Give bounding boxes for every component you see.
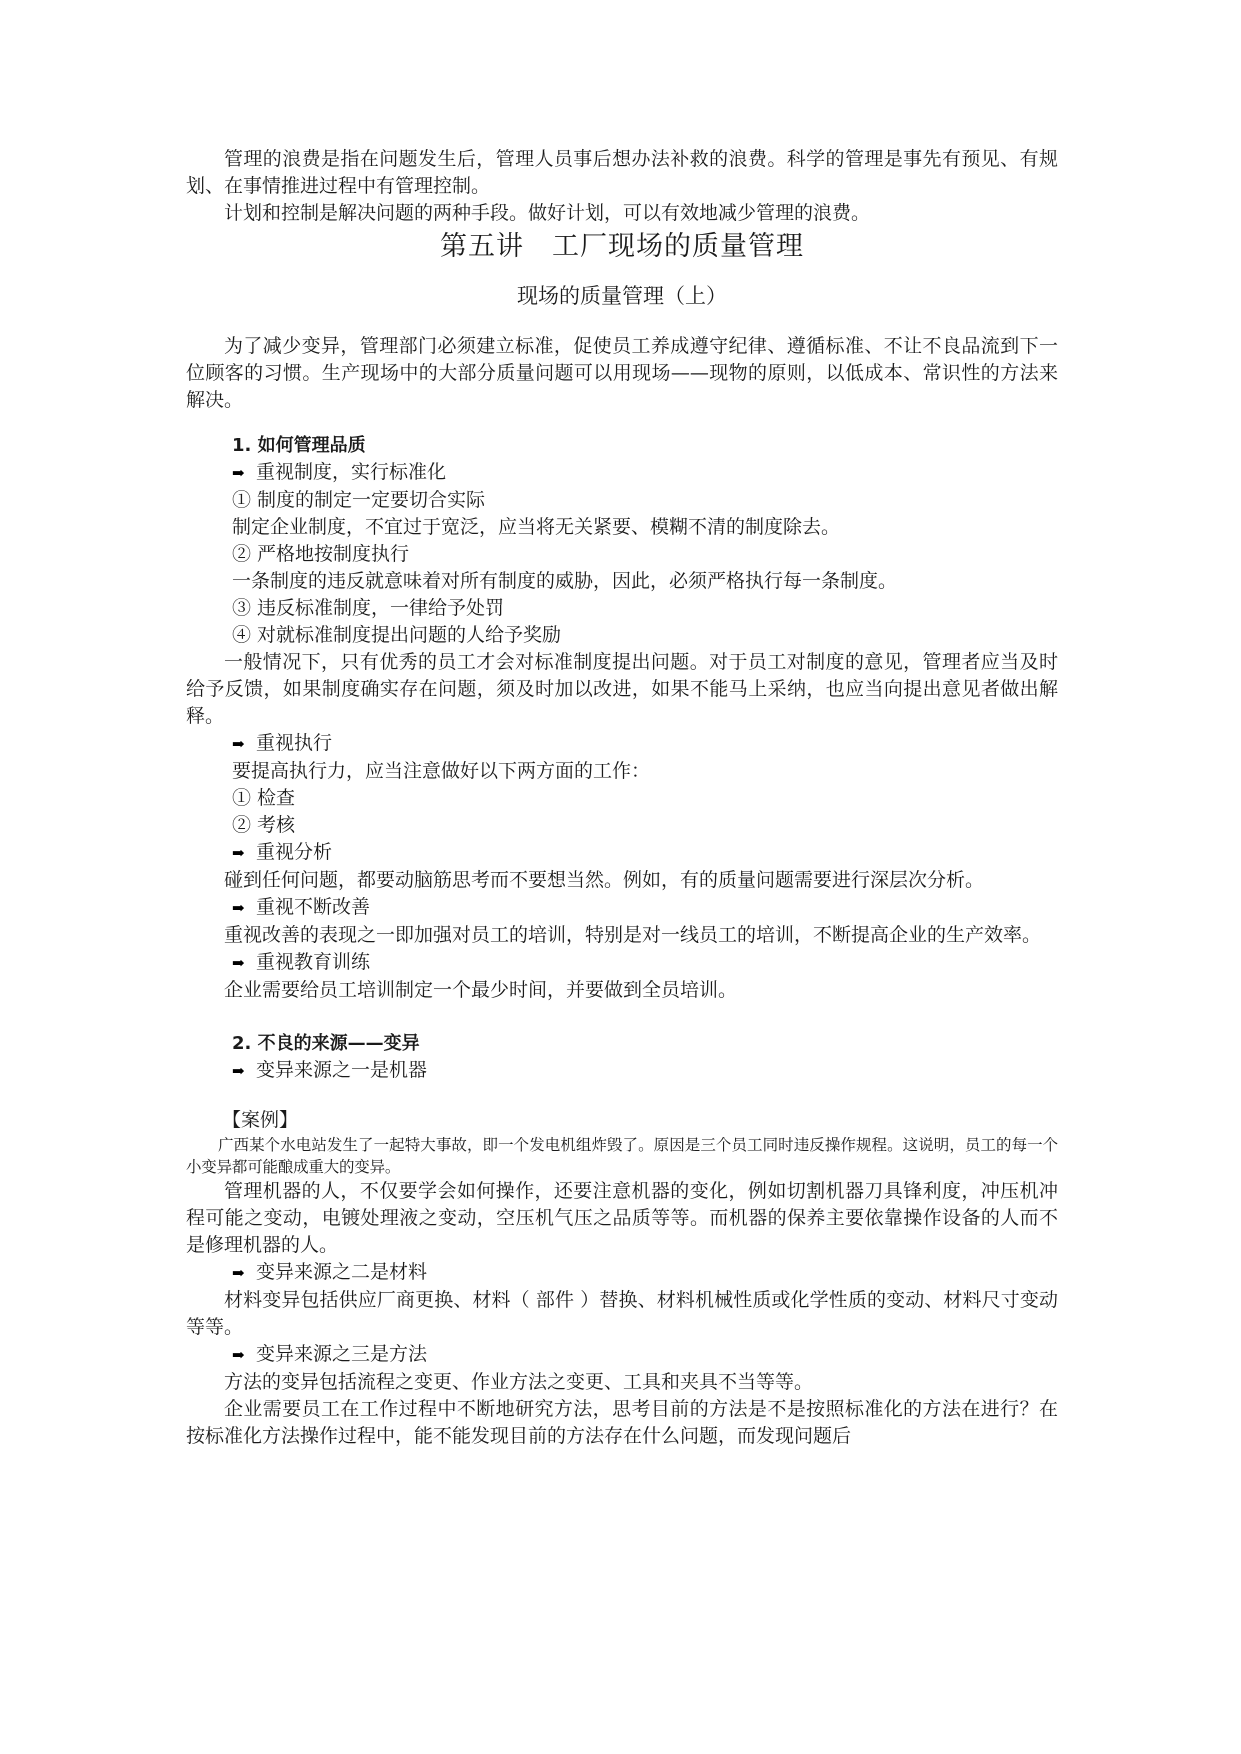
bullet-text: 重视不断改善: [256, 896, 371, 918]
body-text: 材料变异包括供应厂商更换、材料（ 部件 ）替换、材料机械性质或化学性质的变动、材料尺寸变动等等。: [186, 1289, 1058, 1338]
bullet-item: [186, 894, 1058, 922]
section-intro-paragraph: 为了减少变异，管理部门必须建立标准，促使员工养成遵守纪律、遵循标准、不让不良品流到下一位顾客的习惯。生产现场中的大部分质量问题可以用现场——现物的原则，以低成本、常识性的方法来解决。: [186, 335, 1058, 411]
intro-paragraph-1: 管理的浪费是指在问题发生后，管理人员事后想办法补救的浪费。科学的管理是事先有预见、有规划、在事情推进过程中有管理控制。: [186, 148, 1058, 197]
body-text: 方法的变异包括流程之变更、作业方法之变更、工具和夹具不当等等。: [224, 1371, 814, 1393]
bullet-text: 重视分析: [256, 841, 333, 863]
arrow-right-icon: ➡: [232, 844, 245, 862]
case-title: 【案例】: [222, 1109, 299, 1131]
bullet-text: 重视制度，实行标准化: [256, 461, 447, 483]
bullet-item: [186, 1341, 1058, 1369]
numbered-item: ② 考核: [232, 814, 296, 836]
body-text: 一条制度的违反就意味着对所有制度的威胁，因此，必须严格执行每一条制度。: [232, 570, 898, 592]
body-text: 一般情况下，只有优秀的员工才会对标准制度提出问题。对于员工对制度的意见，管理者应当及时给予反馈，如果制度确实存在问题，须及时加以改进，如果不能马上采纳，也应当向提出意见者做出解释。: [186, 651, 1058, 727]
case-text: 广西某个水电站发生了一起特大事故，即一个发电机组炸毁了。原因是三个员工同时违反操作规程。这说明，员工的每一个小变异都可能酿成重大的变异。: [186, 1136, 1058, 1176]
bullet-item: [186, 730, 1058, 758]
section-title: 现场的质量管理（上）: [517, 284, 727, 308]
part1-heading: 1. 如何管理品质: [232, 435, 366, 456]
numbered-item: ① 检查: [232, 787, 296, 809]
bullet-item: [186, 1057, 1058, 1085]
bullet-item: [186, 839, 1058, 867]
bullet-item: [186, 1259, 1058, 1287]
part2-heading: 2. 不良的来源——变异: [232, 1033, 420, 1054]
bullet-text: 变异来源之三是方法: [256, 1343, 428, 1365]
bullet-text: 变异来源之一是机器: [256, 1059, 428, 1081]
numbered-item: ③ 违反标准制度，一律给予处罚: [232, 597, 505, 619]
bullet-text: 重视教育训练: [256, 951, 371, 973]
arrow-right-icon: ➡: [232, 1062, 245, 1080]
arrow-right-icon: ➡: [232, 899, 245, 917]
numbered-item: ① 制度的制定一定要切合实际: [232, 489, 486, 511]
numbered-item: ② 严格地按制度执行: [232, 543, 410, 565]
document-body: [186, 146, 1058, 1450]
bullet-item: [186, 949, 1058, 977]
body-text: 要提高执行力，应当注意做好以下两方面的工作：: [232, 760, 651, 782]
intro-paragraph-2: 计划和控制是解决问题的两种手段。做好计划，可以有效地减少管理的浪费。: [224, 202, 871, 224]
body-text: 碰到任何问题，都要动脑筋思考而不要想当然。例如，有的质量问题需要进行深层次分析。: [224, 869, 985, 891]
body-text: 企业需要员工在工作过程中不断地研究方法，思考目前的方法是不是按照标准化的方法在进行？在按标准化方法操作过程中，能不能发现目前的方法存在什么问题，而发现问题后: [186, 1398, 1058, 1447]
arrow-right-icon: ➡: [232, 464, 245, 482]
bullet-item: [186, 459, 1058, 487]
body-text: 企业需要给员工培训制定一个最少时间，并要做到全员培训。: [224, 979, 738, 1001]
body-text: 重视改善的表现之一即加强对员工的培训，特别是对一线员工的培训，不断提高企业的生产效率。: [224, 924, 1042, 946]
bullet-text: 重视执行: [256, 732, 333, 754]
lecture-title: 第五讲 工厂现场的质量管理: [440, 231, 804, 262]
arrow-right-icon: ➡: [232, 1346, 245, 1364]
arrow-right-icon: ➡: [232, 1264, 245, 1282]
bullet-text: 变异来源之二是材料: [256, 1261, 428, 1283]
numbered-item: ④ 对就标准制度提出问题的人给予奖励: [232, 624, 562, 646]
body-text: 管理机器的人，不仅要学会如何操作，还要注意机器的变化，例如切割机器刀具锋利度，冲压机冲程可能之变动，电镀处理液之变动，空压机气压之品质等等。而机器的保养主要依靠操作设备的人而不是修理机器的人。: [186, 1180, 1058, 1256]
arrow-right-icon: ➡: [232, 735, 245, 753]
body-text: 制定企业制度，不宜过于宽泛，应当将无关紧要、模糊不清的制度除去。: [232, 516, 841, 538]
arrow-right-icon: ➡: [232, 954, 245, 972]
